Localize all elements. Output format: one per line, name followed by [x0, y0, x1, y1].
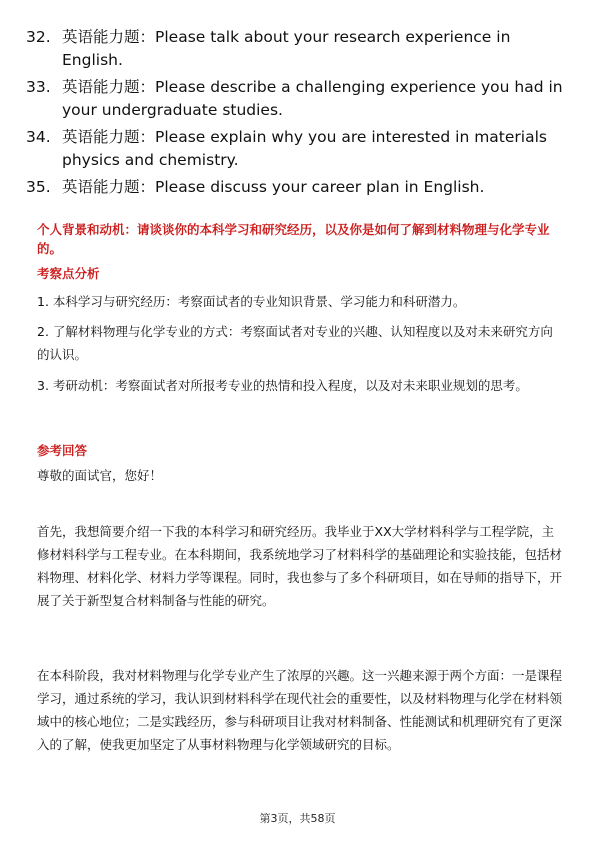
- question-text: 英语能力题：Please talk about your research experience in English.: [62, 28, 511, 69]
- question-number: 35.: [26, 178, 51, 196]
- question-text: 英语能力题：Please describe a challenging experience you had in your undergraduate studies.: [62, 78, 563, 119]
- question-item: [26, 76, 571, 122]
- question-list: [26, 26, 571, 203]
- answer-paragraph: 首先，我想简要介绍一下我的本科学习和研究经历。我毕业于XX大学材料科学与工程学院，主修材料科学与工程专业。在本科期间，我系统地学习了材料科学的基础理论和实验技能，包括材料物理、材料化学、材料力学等课程。同时，我也参与了多个科研项目，如在导师的指导下，开展了关于新型复合材料制备与性能的研究。: [37, 524, 563, 608]
- question-text: 英语能力题：Please discuss your career plan in English.: [62, 178, 485, 196]
- question-item: [26, 26, 571, 72]
- analysis-point: 2. 了解材料物理与化学专业的方式：考察面试者对专业的兴趣、认知程度以及对未来研究方向的认识。: [37, 324, 553, 362]
- answer-paragraph: 在本科阶段，我对材料物理与化学专业产生了浓厚的兴趣。这一兴趣来源于两个方面：一是课程学习，通过系统的学习，我认识到材料科学在现代社会的重要性，以及材料物理与化学在材料领域中的核心地位；二是实践经历，参与科研项目让我对材料制备、性能测试和机理研究有了更深入的了解，使我更加坚定了从事材料物理与化学领域研究的目标。: [37, 668, 563, 752]
- answer-label: 参考回答: [37, 443, 88, 458]
- question-number: 33.: [26, 78, 51, 96]
- analysis-label: 考察点分析: [37, 266, 100, 281]
- analysis-point: 1. 本科学习与研究经历：考察面试者的专业知识背景、学习能力和科研潜力。: [37, 294, 466, 309]
- answer-greeting: 尊敬的面试官，您好！: [37, 468, 163, 483]
- question-item: [26, 126, 571, 172]
- question-number: 32.: [26, 28, 51, 46]
- page-footer: 第3页，共58页: [259, 812, 336, 825]
- question-text: 英语能力题：Please explain why you are interested in materials physics and chemistry.: [62, 128, 547, 169]
- analysis-point: 3. 考研动机：考察面试者对所报考专业的热情和投入程度，以及对未来职业规划的思考。: [37, 378, 528, 393]
- topic-heading: 个人背景和动机：请谈谈你的本科学习和研究经历，以及你是如何了解到材料物理与化学专业的。: [37, 222, 550, 256]
- question-item: [26, 176, 571, 199]
- question-number: 34.: [26, 128, 51, 146]
